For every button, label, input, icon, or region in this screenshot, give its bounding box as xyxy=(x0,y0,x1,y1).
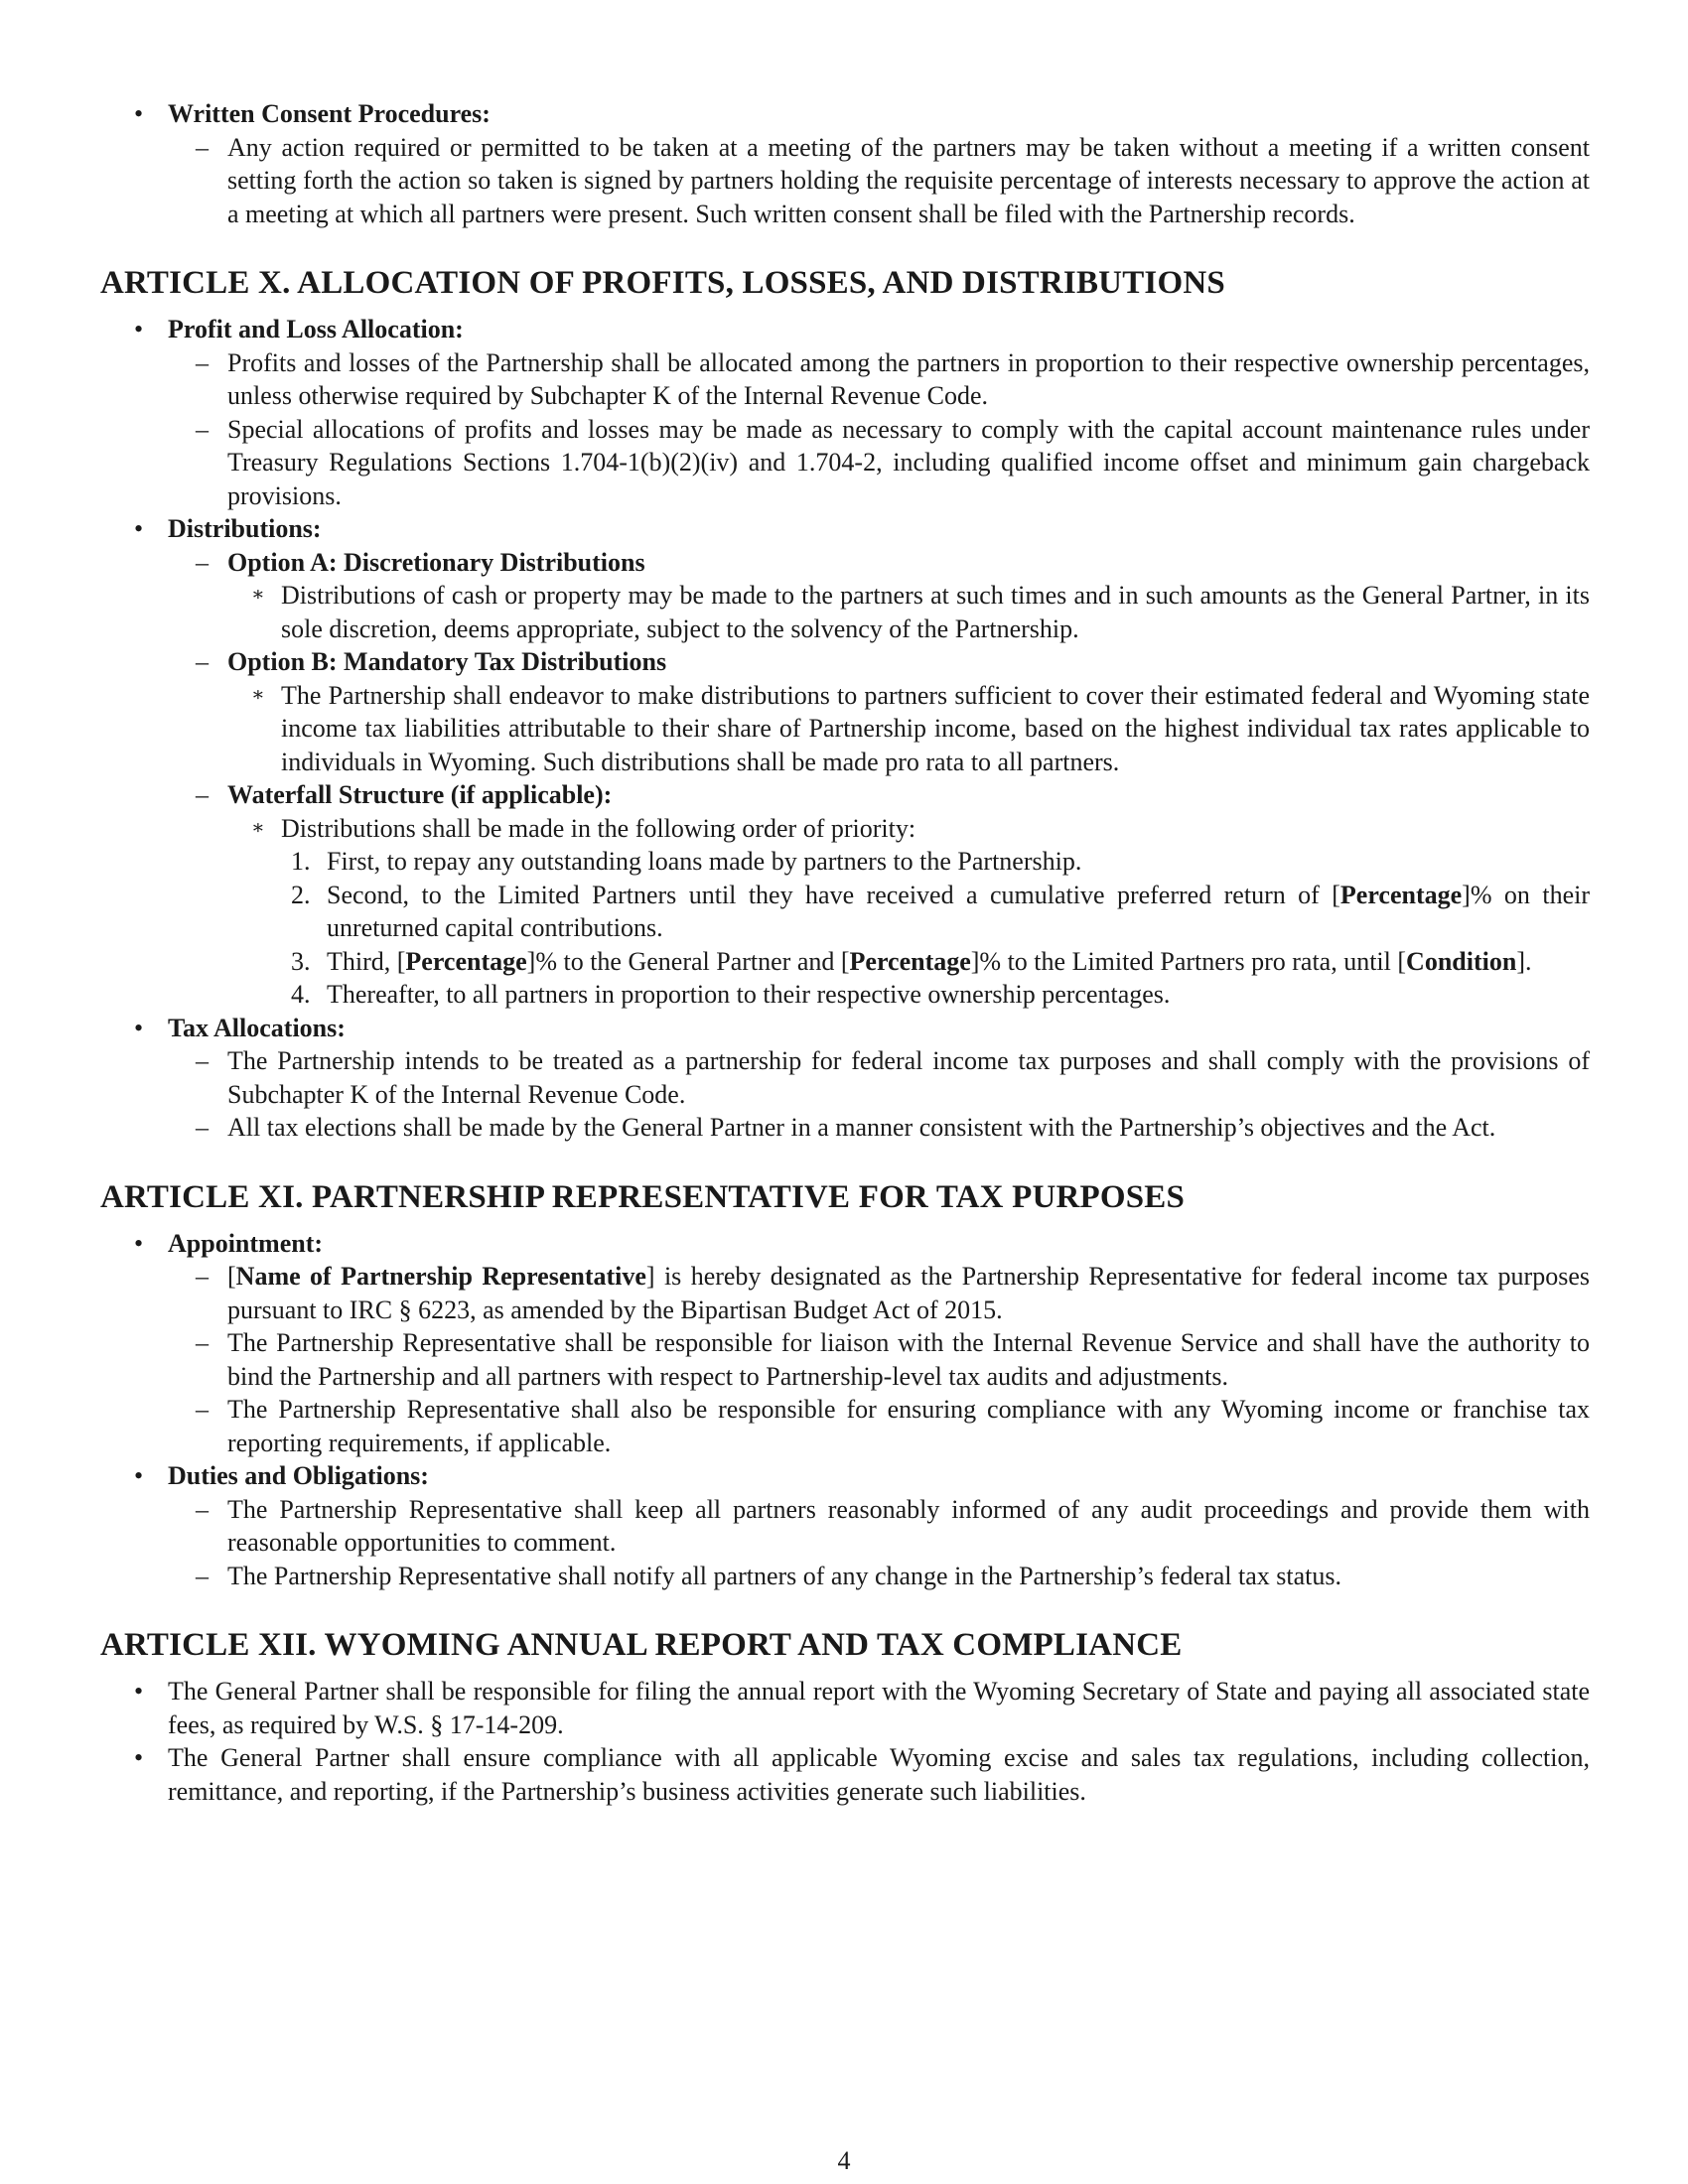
list-item xyxy=(100,413,1590,513)
dash-marker: – xyxy=(196,780,209,809)
profit-loss-label: Profit and Loss Allocation: xyxy=(168,315,464,343)
list-item xyxy=(100,1044,1590,1111)
waterfall-label: Waterfall Structure (if applicable): xyxy=(227,780,613,809)
list-item xyxy=(100,1326,1590,1393)
waterfall-intro: Distributions shall be made in the following order of priority: xyxy=(281,813,916,843)
placeholder-percentage-gp: Percentage xyxy=(405,946,527,976)
step3-text-d: ]. xyxy=(1516,946,1532,976)
list-item xyxy=(100,778,1590,812)
bullet-marker: • xyxy=(134,1743,144,1772)
option-b-text: The Partnership shall endeavor to make distributions to partners sufficient to cover their estimated federal and Wyoming state income tax liabilities attributable to their share of Partnership income, based on the highest individual tax rates applicable to individuals in Wyoming. Such distributions shall be made pro rata to all partners. xyxy=(281,680,1590,776)
appointment-text-1 xyxy=(227,1260,1590,1326)
step3-text-b: ]% to the General Partner and [ xyxy=(526,946,850,976)
bullet-marker: • xyxy=(134,1013,144,1042)
article-xi-heading: ARTICLE XI. PARTNERSHIP REPRESENTATIVE FOR TAX PURPOSES xyxy=(100,1178,1186,1215)
waterfall-step-4: Thereafter, to all partners in proportion to their respective ownership percentages. xyxy=(327,980,1171,1009)
bullet-marker: • xyxy=(134,514,144,543)
annual-report-text-1: The General Partner shall be responsible for filing the annual report with the Wyoming Secretary of State and paying all associated state fees, as required by W.S. § 17-14-209. xyxy=(168,1677,1590,1739)
number-marker: 4. xyxy=(291,980,311,1009)
duties-text-1: The Partnership Representative shall keep all partners reasonably informed of any audit proceedings and provide them with reasonable opportunities to comment. xyxy=(227,1494,1590,1557)
section-tax-allocations xyxy=(100,1012,1590,1045)
list-item xyxy=(100,945,1590,979)
list-item xyxy=(100,1560,1590,1593)
list-item xyxy=(100,546,1590,580)
annual-report-text-2: The General Partner shall ensure compliance with all applicable Wyoming excise and sales tax regulations, including collection, remittance, and reporting, if the Partnership’s business activities generate such liabilities. xyxy=(168,1743,1590,1806)
option-b-label: Option B: Mandatory Tax Distributions xyxy=(227,647,667,676)
list-item xyxy=(100,1493,1590,1560)
page-number: 4 xyxy=(837,2146,851,2175)
list-item xyxy=(100,812,1590,846)
list-item xyxy=(100,579,1590,645)
bullet-marker: • xyxy=(134,315,144,343)
number-marker: 1. xyxy=(291,847,311,876)
list-item xyxy=(100,1260,1590,1326)
list-item xyxy=(100,346,1590,413)
appointment-label: Appointment: xyxy=(168,1228,324,1258)
step2-text-b: ]% on their unreturned capital contributions. xyxy=(327,880,1590,942)
appointment-text-1-rest: ] is hereby designated as the Partnership Representative for federal income tax purposes pursuant to IRC § 6223, as amended by the Bipartisan Budget Act of 2015. xyxy=(227,1262,1590,1324)
section-appointment xyxy=(100,1227,1590,1261)
step3-text-c: ]% to the Limited Partners pro rata, until [ xyxy=(970,946,1407,976)
appointment-bracket-open: [ xyxy=(227,1262,236,1291)
tax-allocations-label: Tax Allocations: xyxy=(168,1013,346,1042)
document-page xyxy=(100,97,1590,1808)
dash-marker: – xyxy=(196,1328,209,1357)
dash-marker: – xyxy=(196,347,209,377)
waterfall-step-3 xyxy=(327,945,1590,979)
star-marker: ∗ xyxy=(251,584,265,606)
article-x-heading: ARTICLE X. ALLOCATION OF PROFITS, LOSSES, AND DISTRIBUTIONS xyxy=(100,265,1225,301)
list-item xyxy=(100,845,1590,879)
profit-loss-text-1: Profits and losses of the Partnership shall be allocated among the partners in proportion to their respective ownership percentages, unless otherwise required by Subchapter K of the Internal Revenue Code. xyxy=(227,347,1590,410)
waterfall-step-2 xyxy=(327,879,1590,945)
dash-marker: – xyxy=(196,1395,209,1424)
section-written-consent xyxy=(100,97,1590,131)
section-profit-loss xyxy=(100,313,1590,346)
duties-text-2: The Partnership Representative shall notify all partners of any change in the Partnership’s federal tax status. xyxy=(227,1561,1341,1590)
option-a-label: Option A: Discretionary Distributions xyxy=(227,547,645,577)
dash-marker: – xyxy=(196,647,209,676)
tax-allocations-text-2: All tax elections shall be made by the General Partner in a manner consistent with the Partnership’s objectives and the Act. xyxy=(227,1113,1496,1142)
option-a-text: Distributions of cash or property may be made to the partners at such times and in such amounts as the General Partner, in its sole discretion, deems appropriate, subject to the solvency of the Partnership. xyxy=(281,581,1590,643)
number-marker: 3. xyxy=(291,946,311,976)
written-consent-label: Written Consent Procedures: xyxy=(168,99,491,128)
bullet-marker: • xyxy=(134,1461,144,1490)
bullet-marker: • xyxy=(134,99,144,128)
waterfall-step-1: First, to repay any outstanding loans made by partners to the Partnership. xyxy=(327,847,1082,876)
list-item xyxy=(100,131,1590,231)
distributions-label: Distributions: xyxy=(168,514,322,543)
star-marker: ∗ xyxy=(251,683,265,706)
step2-text-a: Second, to the Limited Partners until they have received a cumulative preferred return of [ xyxy=(327,880,1340,909)
section-duties xyxy=(100,1459,1590,1493)
step3-text-a: Third, [ xyxy=(327,946,406,976)
duties-label: Duties and Obligations: xyxy=(168,1461,429,1490)
section-distributions xyxy=(100,512,1590,546)
list-item xyxy=(100,1111,1590,1145)
placeholder-representative-name: Name of Partnership Representative xyxy=(235,1262,646,1291)
appointment-text-2: The Partnership Representative shall be responsible for liaison with the Internal Revenue Service and shall have the authority to bind the Partnership and all partners with respect to Partnership-level tax audits and adjustments. xyxy=(227,1328,1590,1391)
dash-marker: – xyxy=(196,1046,209,1075)
list-item xyxy=(100,1393,1590,1459)
written-consent-text: Any action required or permitted to be taken at a meeting of the partners may be taken without a meeting if a written consent setting forth the action so taken is signed by partners holding the requisite percentage of interests necessary to approve the action at a meeting at which all partners were present. Such written consent shall be filed with the Partnership records. xyxy=(227,132,1590,228)
dash-marker: – xyxy=(196,414,209,444)
dash-marker: – xyxy=(196,1262,209,1291)
article-xii-heading: ARTICLE XII. WYOMING ANNUAL REPORT AND TAX COMPLIANCE xyxy=(100,1627,1183,1663)
dash-marker: – xyxy=(196,1113,209,1142)
dash-marker: – xyxy=(196,132,209,162)
bullet-marker: • xyxy=(134,1228,144,1258)
tax-allocations-text-1: The Partnership intends to be treated as a partnership for federal income tax purposes and shall comply with the provisions of Subchapter K of the Internal Revenue Code. xyxy=(227,1046,1590,1109)
list-item xyxy=(100,879,1590,945)
appointment-text-3: The Partnership Representative shall also be responsible for ensuring compliance with any Wyoming income or franchise tax reporting requirements, if applicable. xyxy=(227,1395,1590,1457)
dash-marker: – xyxy=(196,547,209,577)
list-item xyxy=(100,679,1590,779)
list-item xyxy=(100,645,1590,679)
bullet-marker: • xyxy=(134,1677,144,1706)
star-marker: ∗ xyxy=(251,816,265,839)
dash-marker: – xyxy=(196,1494,209,1524)
placeholder-percentage: Percentage xyxy=(1339,880,1463,909)
dash-marker: – xyxy=(196,1561,209,1590)
placeholder-percentage-lp: Percentage xyxy=(849,946,971,976)
list-item xyxy=(100,1741,1590,1808)
profit-loss-text-2: Special allocations of profits and losses may be made as necessary to comply with the capital account maintenance rules under Treasury Regulations Sections 1.704-1(b)(2)(iv) and 1.704-2, including qualified income offset and minimum gain chargeback provisions. xyxy=(227,414,1590,510)
list-item xyxy=(100,978,1590,1012)
placeholder-condition: Condition xyxy=(1406,946,1517,976)
list-item xyxy=(100,1675,1590,1741)
number-marker: 2. xyxy=(291,880,311,909)
